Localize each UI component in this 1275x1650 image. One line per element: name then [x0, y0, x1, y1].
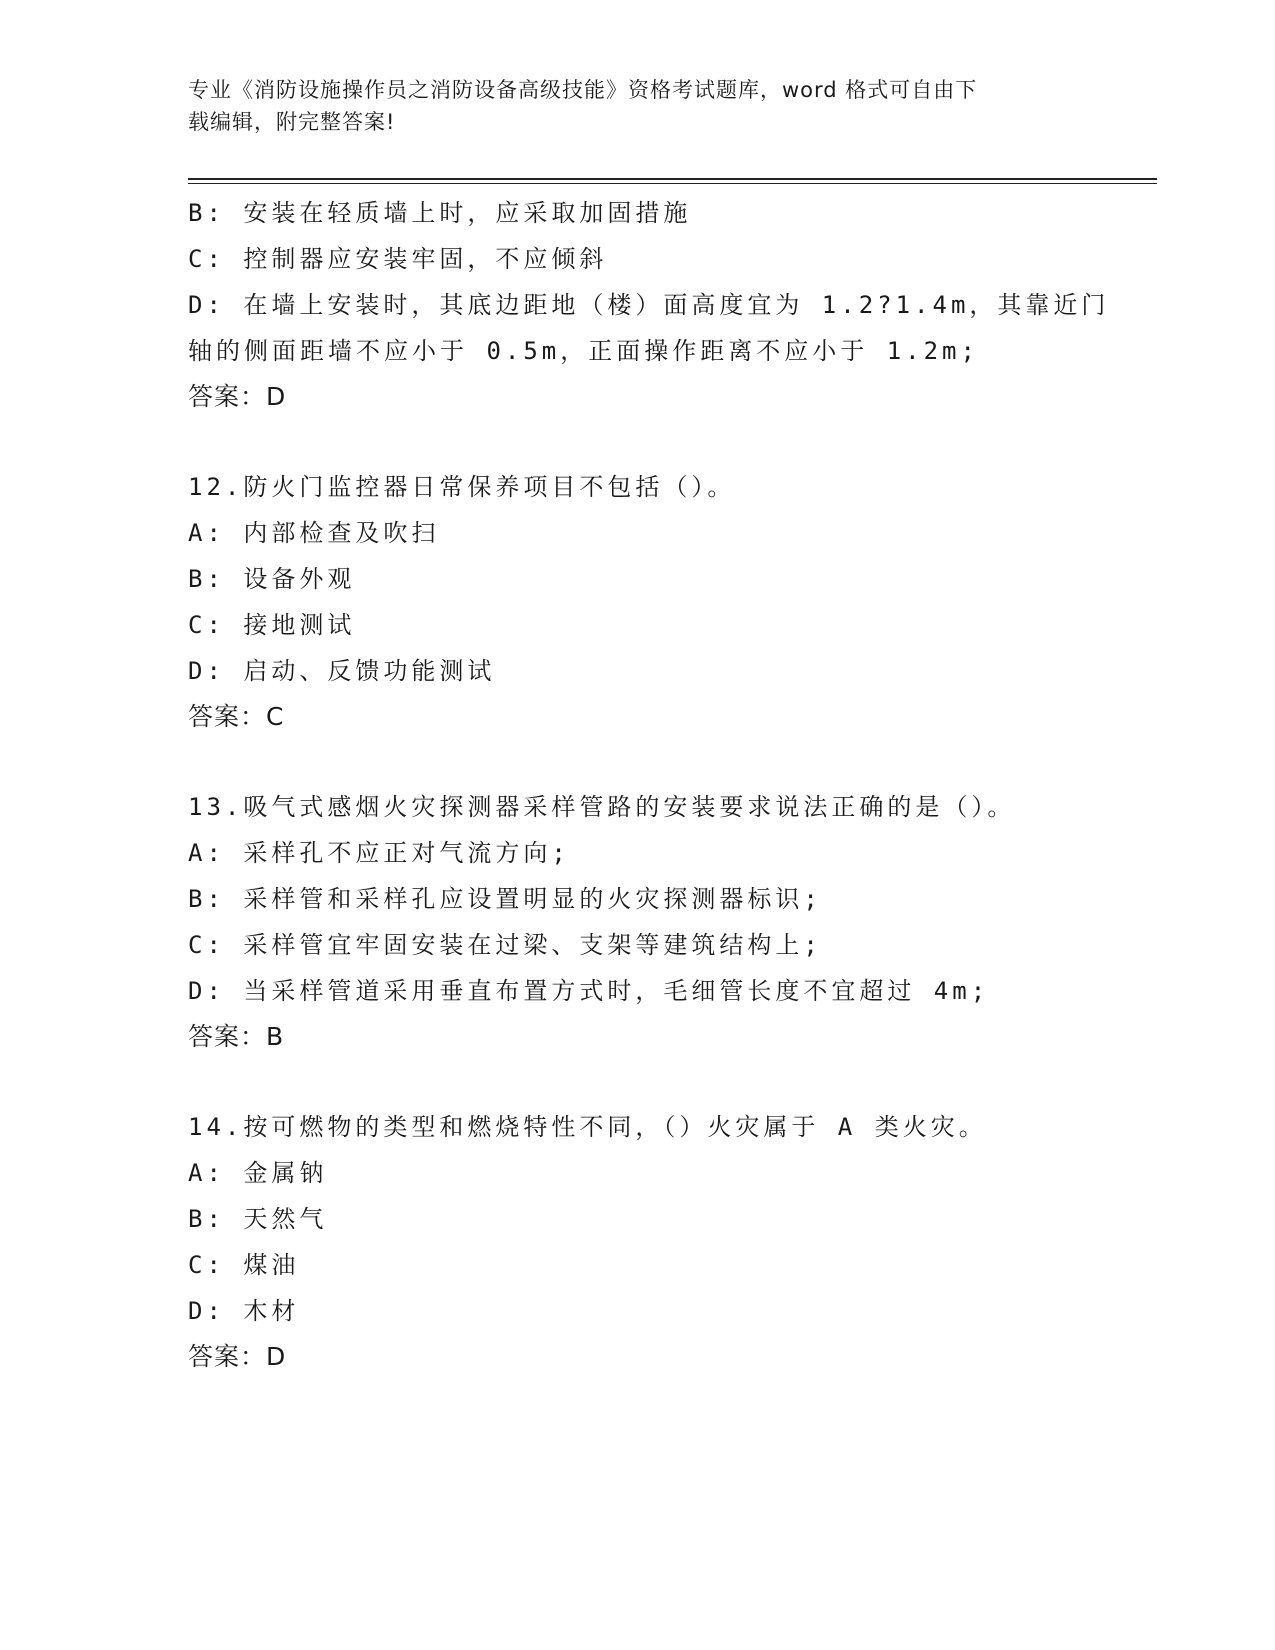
option-c: C: 控制器应安装牢固，不应倾斜 — [188, 245, 608, 273]
option-b: B: 采样管和采样孔应设置明显的火灾探测器标识; — [188, 885, 822, 913]
option-d: D: 木材 — [188, 1297, 300, 1325]
header-line: 专业《消防设施操作员之消防设备高级技能》资格考试题库，word 格式可自由下 — [188, 78, 978, 102]
option-a: A: 内部检查及吹扫 — [188, 519, 440, 547]
option-d-continued: 轴的侧面距墙不应小于 0.5m，正面操作距离不应小于 1.2m; — [188, 337, 979, 365]
option-b: B: 安装在轻质墙上时，应采取加固措施 — [188, 199, 692, 227]
answer: 答案：B — [188, 1022, 285, 1051]
option-b: B: 天然气 — [188, 1205, 328, 1233]
option-d: D: 在墙上安装时，其底边距地（楼）面高度宜为 1.2?1.4m，其靠近门 — [188, 291, 1110, 319]
answer: 答案：D — [188, 382, 287, 411]
option-c: C: 接地测试 — [188, 611, 356, 639]
question-block — [188, 1104, 1088, 1380]
header-divider — [188, 183, 1157, 184]
answer: 答案：C — [188, 702, 285, 731]
question-list — [188, 190, 1110, 1380]
header-divider — [188, 178, 1157, 180]
question-block — [188, 190, 1110, 420]
answer: 答案：D — [188, 1342, 287, 1371]
option-d: D: 当采样管道采用垂直布置方式时，毛细管长度不宜超过 4m; — [188, 977, 990, 1005]
question-block — [188, 464, 1088, 740]
question-stem: 14.按可燃物的类型和燃烧特性不同，（）火灾属于 A 类火灾。 — [188, 1113, 987, 1141]
option-c: C: 采样管宜牢固安装在过梁、支架等建筑结构上; — [188, 931, 822, 959]
option-a: A: 金属钠 — [188, 1159, 328, 1187]
header-line: 载编辑，附完整答案! — [188, 110, 396, 134]
option-d: D: 启动、反馈功能测试 — [188, 657, 496, 685]
question-block — [188, 784, 1088, 1060]
option-c: C: 煤油 — [188, 1251, 300, 1279]
question-stem: 12.防火门监控器日常保养项目不包括（）。 — [188, 473, 736, 501]
document-header — [188, 74, 1088, 138]
question-stem: 13.吸气式感烟火灾探测器采样管路的安装要求说法正确的是（）。 — [188, 793, 1016, 821]
option-b: B: 设备外观 — [188, 565, 356, 593]
option-a: A: 采样孔不应正对气流方向; — [188, 839, 570, 867]
